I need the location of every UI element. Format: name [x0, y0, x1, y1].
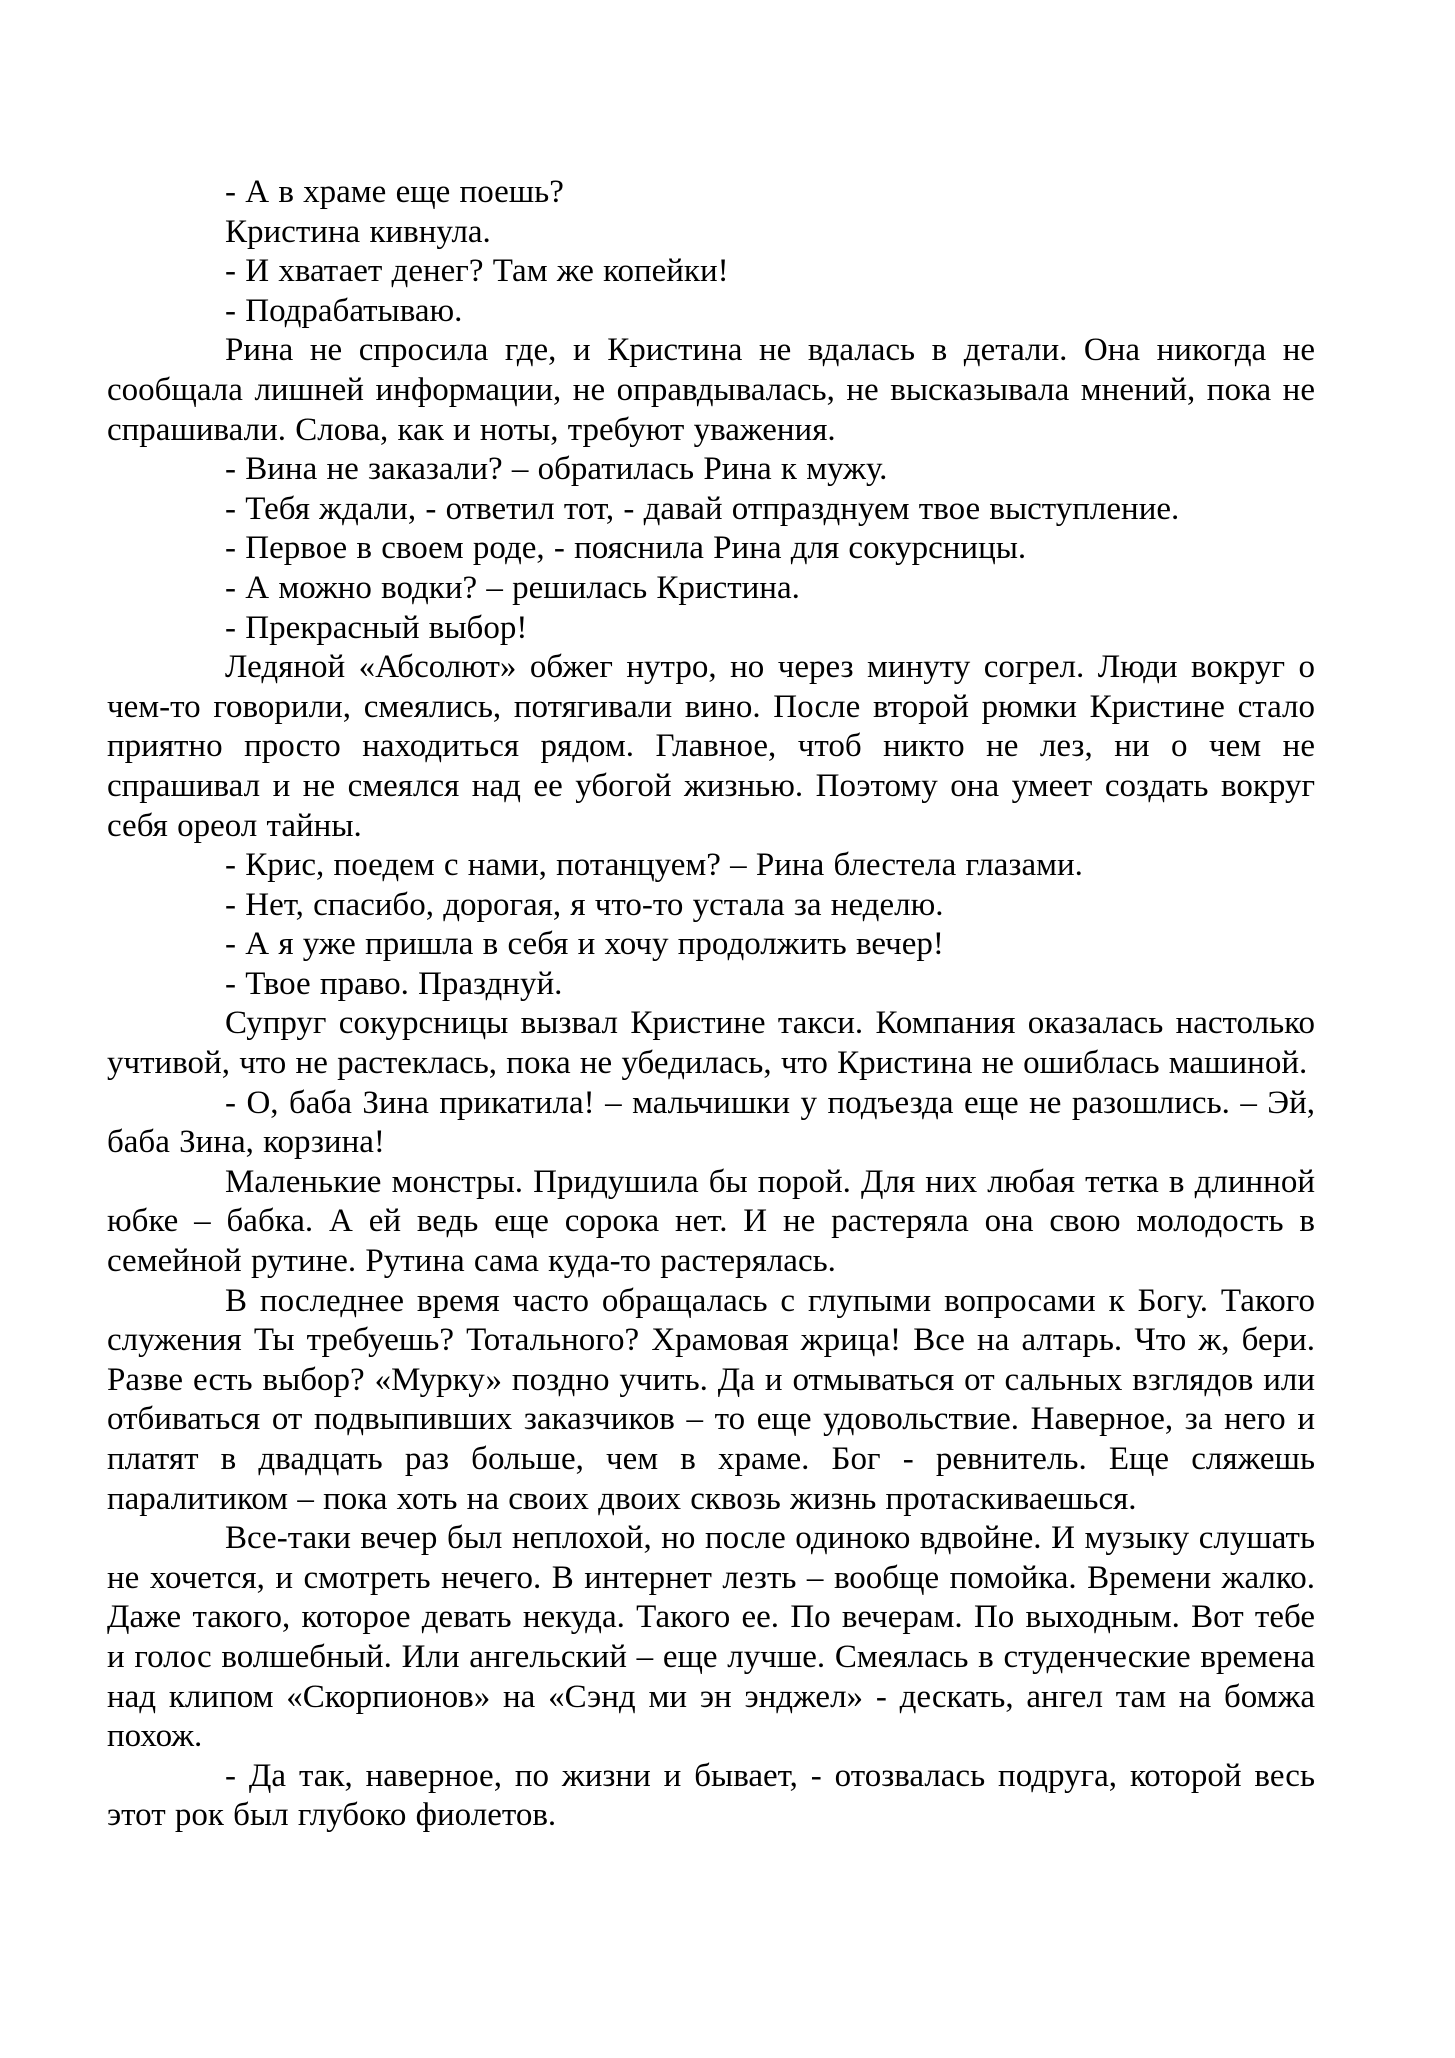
paragraph: Супруг сокурсницы вызвал Кристине такси. Компания оказалась настолько учтивой, что не растеклась, пока не убедилась, что Кристина не ошиблась машиной.	[107, 1005, 1315, 1082]
paragraph: Кристина кивнула.	[225, 213, 491, 250]
paragraph: - Да так, наверное, по жизни и бывает, - отозвалась подруга, которой весь этот рок был глубоко фиолетов.	[107, 1757, 1315, 1834]
paragraph: - А в храме еще поешь?	[225, 174, 564, 210]
text-block	[107, 173, 1315, 1836]
paragraph: - А я уже пришла в себя и хочу продолжить вечер!	[225, 926, 944, 963]
paragraph: - Тебя ждали, - ответил тот, - давай отпразднуем твое выступление.	[225, 490, 1180, 527]
paragraph: - О, баба Зина прикатила! – мальчишки у подъезда еще не разошлись. – Эй, баба Зина, корзина!	[107, 1084, 1315, 1161]
paragraph: - Нет, спасибо, дорогая, я что-то устала за неделю.	[225, 886, 944, 923]
paragraph: - Подрабатываю.	[225, 292, 463, 329]
paragraph: - Твое право. Празднуй.	[225, 965, 563, 1002]
paragraph: - И хватает денег? Там же копейки!	[225, 253, 729, 290]
paragraph: - Прекрасный выбор!	[225, 609, 528, 646]
paragraph: Все-таки вечер был неплохой, но после одиноко вдвойне. И музыку слушать не хочется, и смотреть нечего. В интернет лезть – вообще помойка. Времени жалко. Даже такого, которое девать некуда. Такого ее. По вечерам. По выходным. Вот тебе и голос волшебный. Или ангельский – еще лучше. Смеялась в студенческие времена над клипом «Скорпионов» на «Сэнд ми эн энджел» - дескать, ангел там на бомжа похож.	[107, 1520, 1315, 1755]
paragraph: В последнее время часто обращалась с глупыми вопросами к Богу. Такого служения Ты требуешь? Тотального? Храмовая жрица! Все на алтарь. Что ж, бери. Разве есть выбор? «Мурку» поздно учить. Да и отмываться от сальных взглядов или отбиваться от подвыпивших заказчиков – то еще удовольствие. Наверное, за него и платят в двадцать раз больше, чем в храме. Бог - ревнитель. Еще сляжешь паралитиком – пока хоть на своих двоих сквозь жизнь протаскиваешься.	[107, 1282, 1315, 1517]
paragraph: - А можно водки? – решилась Кристина.	[225, 569, 800, 606]
paragraph: Ледяной «Абсолют» обжег нутро, но через минуту согрел. Люди вокруг о чем-то говорили, смеялись, потягивали вино. После второй рюмки Кристине стало приятно просто находиться рядом. Главное, чтоб никто не лез, ни о чем не спрашивал и не смеялся над ее убогой жизнью. Поэтому она умеет создать вокруг себя ореол тайны.	[107, 649, 1315, 844]
paragraph: - Первое в своем роде, - пояснила Рина для сокурсницы.	[225, 530, 1027, 567]
paragraph: Маленькие монстры. Придушила бы порой. Для них любая тетка в длинной юбке – бабка. А ей ведь еще сорока нет. И не растеряла она свою молодость в семейной рутине. Рутина сама куда-то растерялась.	[107, 1163, 1315, 1280]
paragraph: - Крис, поедем с нами, потанцуем? – Рина блестела глазами.	[225, 847, 1083, 884]
paragraph: - Вина не заказали? – обратилась Рина к мужу.	[225, 451, 888, 488]
paragraph: Рина не спросила где, и Кристина не вдалась в детали. Она никогда не сообщала лишней информации, не оправдывалась, не высказывала мнений, пока не спрашивали. Слова, как и ноты, требуют уважения.	[107, 332, 1315, 448]
